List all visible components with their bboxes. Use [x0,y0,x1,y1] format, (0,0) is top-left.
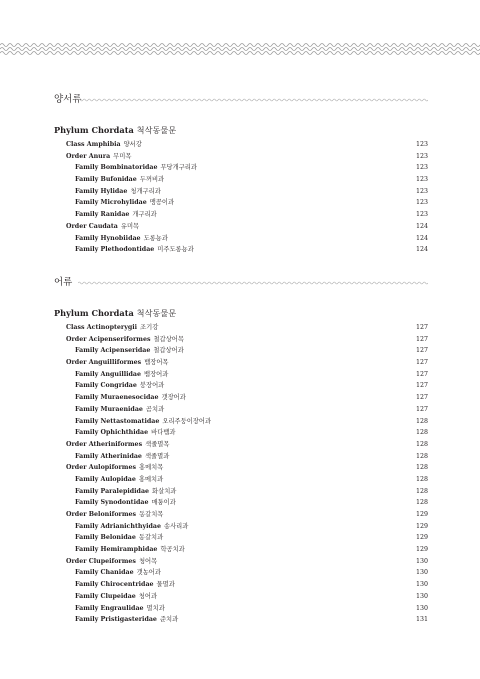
entry-latin-name: Family Muraenesocidae [75,394,159,402]
entry-latin-name: Order Aulopiformes [66,464,137,472]
toc-entry-family [54,404,428,416]
entry-latin-name: Family Engraulidae [75,604,144,612]
wavy-rule-icon [78,97,428,103]
toc-list-amphibians [54,139,428,256]
entry-page-number: 128 [415,429,428,437]
toc-entry-family [54,591,428,603]
entry-latin-name: Order Clupeiformes [66,557,136,565]
entry-korean-name: 무당개구리과 [160,164,197,172]
entry-latin-name: Family Microhylidae [75,199,147,207]
entry-page-number: 128 [415,464,428,472]
entry-korean-name: 도롱뇽과 [143,234,168,242]
toc-entry-family [54,486,428,498]
entry-latin-name: Family Acipenseridae [75,347,151,355]
toc-entry-family [54,197,428,209]
toc-entry-family [54,380,428,392]
entry-korean-name: 뱀장어과 [144,370,169,378]
entry-page-number: 124 [415,246,428,254]
toc-entry-class [54,322,428,334]
phylum-latin: Phylum Chordata [54,308,134,318]
entry-korean-name: 뱀장어목 [144,359,169,367]
entry-page-number: 130 [415,557,428,565]
toc-entry-family [54,427,428,439]
entry-page-number: 123 [415,152,428,160]
entry-latin-name: Family Muraenidae [75,405,143,413]
toc-entry-family [54,474,428,486]
entry-page-number: 130 [415,592,428,600]
entry-page-number: 127 [415,370,428,378]
entry-page-number: 131 [415,616,428,624]
toc-entry-order [54,462,428,474]
entry-page-number: 128 [415,475,428,483]
phylum-heading [54,308,176,319]
entry-page-number: 127 [415,394,428,402]
toc-entry-order [54,151,428,163]
toc-entry-family [54,392,428,404]
entry-latin-name: Family Bufonidae [75,176,137,184]
section-heading-fishes [54,276,428,290]
phylum-heading [54,125,176,136]
toc-entry-family [54,209,428,221]
entry-page-number: 127 [415,347,428,355]
entry-latin-name: Family Ranidae [75,211,130,219]
toc-entry-family [54,369,428,381]
entry-page-number: 128 [415,452,428,460]
entry-korean-name: 조기강 [140,324,159,331]
entry-page-number: 129 [415,522,428,530]
entry-korean-name: 맹꽁이과 [149,199,175,207]
entry-latin-name: Family Hylidae [75,187,128,195]
entry-latin-name: Family Chanidae [75,569,134,577]
entry-korean-name: 학공치과 [160,546,185,554]
entry-latin-name: Family Clupeidae [75,592,136,600]
entry-latin-name: Order Anura [66,152,111,160]
entry-page-number: 128 [415,499,428,507]
entry-korean-name: 색줄멸과 [144,452,170,460]
toc-entry-family [54,497,428,509]
entry-page-number: 130 [415,604,428,612]
entry-page-number: 123 [415,176,428,184]
entry-latin-name: Family Plethodontidae [75,246,155,254]
entry-latin-name: Class Amphibia [66,141,121,148]
entry-page-number: 128 [415,440,428,448]
entry-page-number: 123 [415,164,428,172]
entry-korean-name: 곰치과 [145,405,165,413]
toc-entry-family [54,567,428,579]
toc-entry-family [54,174,428,186]
toc-entry-family [54,162,428,174]
section-title: 어류 [54,277,73,288]
entry-korean-name: 화살치과 [152,487,177,495]
entry-korean-name: 색줄멸목 [145,440,170,448]
entry-page-number: 127 [415,405,428,413]
entry-latin-name: Family Ophichthidae [75,429,149,437]
entry-latin-name: Order Caudata [66,222,118,230]
entry-page-number: 123 [415,211,428,219]
entry-page-number: 130 [415,581,428,589]
entry-korean-name: 미주도롱뇽과 [157,246,194,254]
section-title: 양서류 [54,94,82,105]
entry-latin-name: Family Congridae [75,382,137,390]
entry-latin-name: Family Aulopidae [75,475,136,483]
entry-korean-name: 붕장어과 [139,382,165,390]
entry-page-number: 128 [415,417,428,425]
toc-entry-family [54,186,428,198]
toc-entry-order [54,439,428,451]
entry-page-number: 124 [415,234,428,242]
entry-page-number: 130 [415,569,428,577]
toc-entry-family [54,233,428,245]
toc-entry-family [54,244,428,256]
entry-page-number: 129 [415,534,428,542]
entry-latin-name: Family Nettastomatidae [75,417,160,425]
entry-korean-name: 동갈치과 [138,534,164,542]
entry-korean-name: 청개구리과 [130,187,161,195]
entry-korean-name: 철갑상어과 [153,347,184,355]
entry-korean-name: 양서강 [123,141,142,148]
entry-latin-name: Family Chirocentridae [75,581,154,589]
entry-page-number: 129 [415,546,428,554]
entry-latin-name: Family Anguillidae [75,370,142,378]
entry-korean-name: 개구리과 [132,211,157,219]
toc-entry-family [54,532,428,544]
entry-page-number: 123 [415,199,428,207]
wave-border-icon [0,40,480,58]
entry-latin-name: Family Atherinidae [75,452,142,460]
entry-korean-name: 유미목 [120,222,140,230]
entry-korean-name: 갯농어과 [136,569,161,577]
toc-entry-family [54,579,428,591]
entry-korean-name: 송사리과 [164,522,189,530]
entry-korean-name: 철갑상어목 [153,335,184,343]
entry-latin-name: Family Adrianichthyidae [75,522,161,530]
entry-page-number: 127 [415,382,428,390]
entry-latin-name: Class Actinopterygii [66,324,138,331]
entry-latin-name: Family Hynobiidae [75,234,141,242]
entry-korean-name: 홍메치목 [139,464,164,472]
toc-entry-family [54,451,428,463]
entry-korean-name: 홍메치과 [138,475,164,483]
entry-latin-name: Family Paralepididae [75,487,150,495]
entry-latin-name: Family Bombinatoridae [75,164,158,172]
entry-korean-name: 물멸과 [156,581,175,589]
entry-latin-name: Order Atheriniformes [66,440,143,448]
entry-latin-name: Family Synodontidae [75,499,149,507]
entry-korean-name: 청어과 [138,592,158,600]
entry-korean-name: 갯장어과 [161,394,186,402]
entry-latin-name: Order Beloniformes [66,511,137,518]
entry-page-number: 124 [415,222,428,230]
section-heading-amphibians [54,93,428,107]
entry-page-number: 123 [415,141,428,148]
toc-entry-order [54,221,428,233]
entry-korean-name: 청어목 [138,557,158,565]
entry-korean-name: 멸치과 [146,604,165,612]
entry-korean-name: 동갈치목 [139,511,164,518]
entry-page-number: 129 [415,511,428,518]
toc-entry-class [54,139,428,151]
entry-korean-name: 준치과 [159,616,179,624]
toc-entry-family [54,544,428,556]
entry-korean-name: 무미목 [113,152,132,160]
entry-latin-name: Family Pristigasteridae [75,616,157,624]
entry-page-number: 127 [415,359,428,367]
toc-entry-family [54,416,428,428]
toc-entry-family [54,603,428,615]
toc-entry-family [54,521,428,533]
entry-page-number: 128 [415,487,428,495]
entry-page-number: 123 [415,187,428,195]
toc-entry-order [54,357,428,369]
entry-latin-name: Order Anguilliformes [66,359,142,367]
entry-page-number: 127 [415,335,428,343]
entry-latin-name: Family Hemiramphidae [75,546,158,554]
toc-entry-family [54,614,428,626]
toc-entry-family [54,345,428,357]
entry-korean-name: 바다뱀과 [151,429,176,437]
toc-entry-order [54,556,428,568]
entry-korean-name: 오리주둥이장어과 [162,417,212,425]
entry-korean-name: 두꺼비과 [139,176,165,184]
entry-page-number: 127 [415,324,428,331]
toc-list-fishes [54,322,428,626]
entry-korean-name: 매퉁이과 [151,499,176,507]
phylum-latin: Phylum Chordata [54,125,134,135]
entry-latin-name: Family Belonidae [75,534,136,542]
phylum-korean: 척삭동물문 [136,308,177,318]
wavy-rule-icon [78,280,428,286]
phylum-korean: 척삭동물문 [136,125,177,135]
toc-entry-order [54,334,428,346]
toc-entry-order [54,509,428,521]
entry-latin-name: Order Acipenseriformes [66,335,151,343]
